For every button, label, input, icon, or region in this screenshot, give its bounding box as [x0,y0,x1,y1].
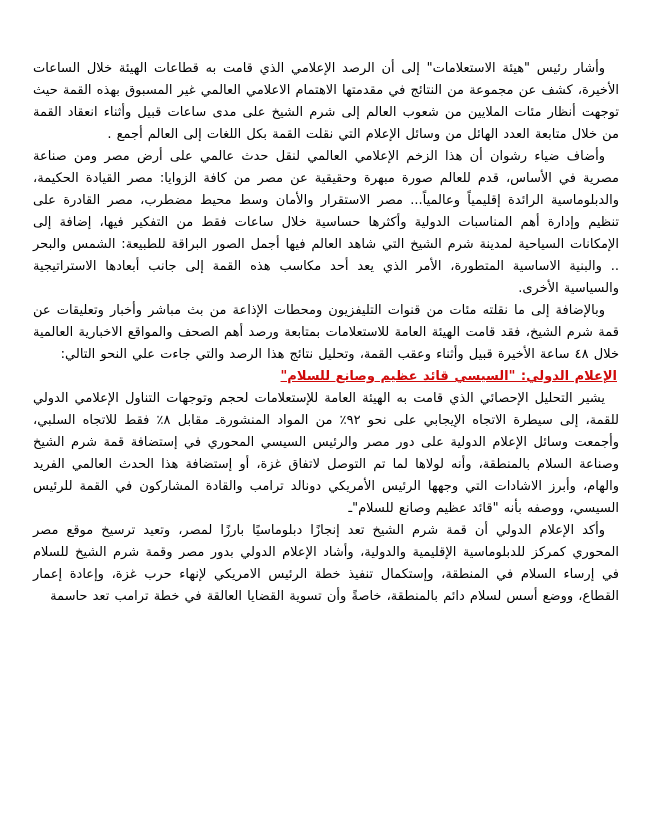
para-statistical-analysis: يشير التحليل الإحصائي الذي قامت به الهيئة العامة للإستعلامات لحجم وتوجهات التناول الإعلامي الدولي للقمة، إلى سيطرة الاتجاه الإيجابي على نحو ٩٢٪ من المواد المنشورةـ مقابل ٨٪ فقط للاتجاه السلبي، وأجمعت وسائل الإعلام الدولية على دور مصر والرئيس السيسي المحوري في إستضافة قمة شرم الشيخ وصناعة السلام بالمنطقة، وأنه لولاها لما تم التوصل لاتفاق غزة، أو إستضافة هذا الحدث العالمي الفريد والهام، وأبرز الاشادات التي وجهها الرئيس الأمريكي دونالد ترامب والقادة المشاركون في القمة للرئيس السيسي، ووصفه بأنه "قائد عظيم وصانع للسلام"ـ [33,391,619,516]
heading-international-media-sisi-quote: الإعلام الدولي: "السيسي قائد عظيم وصانع للسلام" [280,369,617,384]
para-info-authority-monitoring: وأشار رئيس "هيئة الاستعلامات" إلى أن الرصد الإعلامي الذي قامت به قطاعات الهيئة خلال الساعات الأخيرة، كشف عن مجموعة من النتائج في مقدمتها الاهتمام الاعلامي العالمي غير المسبوق بهذه القمة حيث توجهت أنظار مئات الملايين من شعوب العالم إلى شرم الشيخ على مدى ساعات قبيل وأثناء انعقاد القمة من خلال متابعة العدد الهائل من وسائل الإعلام التي نقلت القمة بكل اللغات إلى العالم أجمع . [33,61,619,142]
para-media-follow-up: وبالإضافة إلى ما نقلته مئات من قنوات التليفزيون ومحطات الإذاعة من بث مباشر وأخبار وتعليقات عن قمة شرم الشيخ، فقد قامت الهيئة العامة للاستعلامات بمتابعة ورصد أهم الصحف والمواقع الاخبارية العالمية خلال ٤٨ ساعة الأخيرة قبيل وأثناء وعقب القمة، وتحليل نتائج هذا الرصد والتي جاءت علي النحو التالي: [33,303,619,362]
para-diaa-rashwan-statement: وأضاف ضياء رشوان أن هذا الزخم الإعلامي العالمي لنقل حدث عالمي على أرض مصر ومن صناعة مصرية في الأساس، قدم للعالم صورة مبهرة وحقيقية عن مصر من كافة الزوايا: مصر القيادة الحكيمة، والدبلوماسية الرائدة إقليمياً وعالمياً... مصر الاستقرار والأمان وسط محيط مضطرب، مصر القادرة على تنظيم وإدارة أهم المناسبات الدولية وأكثرها حساسية خلال ساعات فقط من التفكير فيها، إضافة إلى الإمكانات السياحية لمدينة شرم الشيخ التي شاهد العالم فيها أجمل الصور البراقة للطبيعة: الشمس والبحر .. والبنية الاساسية المتطورة، الأمر الذي يعد أحد مكاسب هذه القمة إلى جانب أبعادها الاستراتيجية والسياسية الأخرى. [33,149,619,296]
para-international-media-confirmation: وأكد الإعلام الدولي أن قمة شرم الشيخ تعد إنجازًا دبلوماسيًا بارزًا لمصر، وتعيد ترسيخ موقع مصر المحوري كمركز للدبلوماسية الإقليمية والدولية، وأشاد الإعلام الدولي بدور مصر وقمة شرم الشيخ للسلام في إرساء السلام في المنطقة، وإستكمال تنفيذ خطة الرئيس الامريكي لإنهاء حرب غزة، وإعادة إعمار القطاع، ووضع أسس لسلام دائم بالمنطقة، خاصةً وأن تسوية القضايا العالقة في خطة ترامب تعد حاسمة [33,523,619,604]
